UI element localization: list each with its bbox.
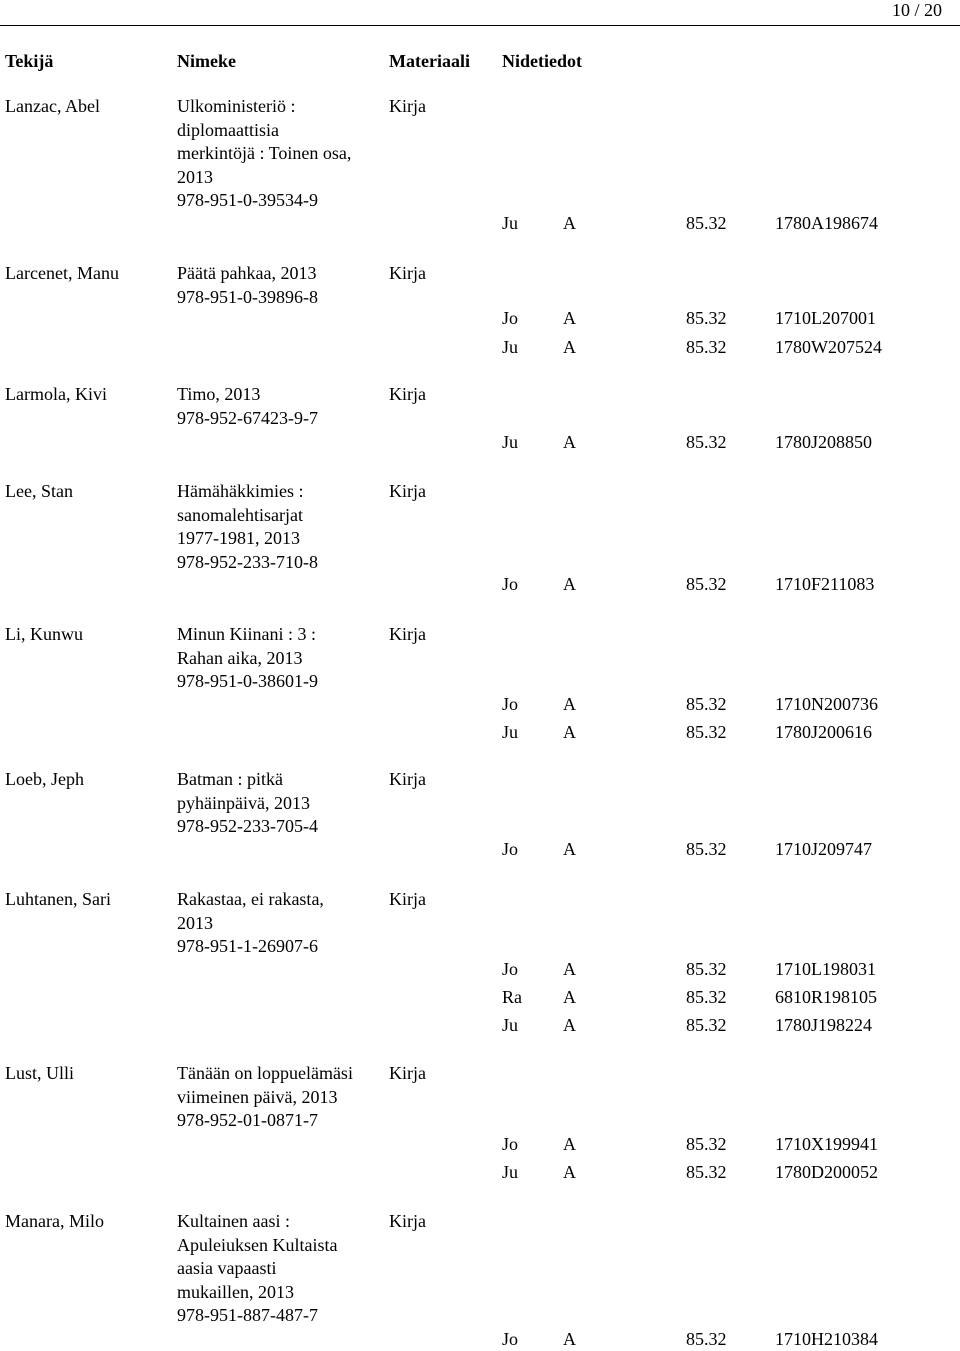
holding-collection: A (563, 959, 576, 979)
entry-title-line: pyhäinpäivä, 2013 (177, 792, 310, 813)
entry-title-line: Rahan aika, 2013 (177, 647, 303, 668)
holding-barcode: 1780J198224 (775, 1015, 873, 1035)
holding-barcode: 1780D200052 (775, 1162, 878, 1182)
holding-department: Jo (502, 1329, 519, 1349)
holding-row (0, 212, 960, 235)
entry-title-line: viimeinen päivä, 2013 (177, 1086, 338, 1107)
entry-title-line: 978-952-01-0871-7 (177, 1110, 318, 1130)
entry-material: Kirja (389, 96, 426, 116)
column-header-title: Nimeke (177, 51, 236, 71)
entry-author: Larmola, Kivi (5, 384, 107, 404)
holding-department: Ju (502, 432, 519, 452)
holding-classification: 85.32 (686, 839, 727, 859)
column-header-material: Materiaali (389, 51, 470, 71)
entry-title-block (177, 262, 382, 309)
entry-title-line: 978-952-233-710-8 (177, 551, 318, 572)
holding-department: Jo (502, 574, 519, 594)
holding-barcode: 6810R198105 (775, 987, 878, 1007)
column-header-holdings: Nidetiedot (502, 51, 582, 71)
holding-collection: A (563, 1162, 576, 1182)
entry-author: Larcenet, Manu (5, 263, 119, 283)
holding-department: Ju (502, 337, 519, 357)
entry-title-block (177, 95, 382, 213)
entry-material: Kirja (389, 263, 426, 283)
entry-material: Kirja (389, 481, 426, 501)
entry-material: Kirja (389, 769, 426, 789)
holding-department: Jo (502, 959, 519, 979)
holding-row (0, 1161, 960, 1184)
holding-row (0, 838, 960, 861)
entry-title-line: Minun Kiinani : 3 : (177, 624, 316, 644)
holding-collection: A (563, 337, 576, 357)
entry-title-block (177, 888, 382, 959)
holding-barcode: 1710L207001 (775, 308, 876, 328)
holding-classification: 85.32 (686, 1162, 727, 1182)
holding-classification: 85.32 (686, 432, 727, 452)
holding-department: Ra (502, 987, 522, 1007)
holding-department: Ju (502, 213, 519, 233)
entry-title-line: diplomaattisia (177, 119, 279, 140)
entry-title-block (177, 480, 382, 574)
holding-collection: A (563, 1015, 576, 1035)
holding-collection: A (563, 987, 576, 1007)
entry-title-line: sanomalehtisarjat (177, 504, 303, 525)
entry-author: Lust, Ulli (5, 1063, 75, 1083)
holding-collection: A (563, 1329, 576, 1349)
holding-row (0, 693, 960, 716)
entry-title-line: 1977-1981, 2013 (177, 528, 300, 548)
column-header-author: Tekijä (5, 51, 54, 71)
header-divider (0, 25, 960, 26)
page-number: 10 / 20 (891, 0, 942, 20)
entry-author: Luhtanen, Sari (5, 889, 111, 909)
holding-classification: 85.32 (686, 694, 727, 714)
entry-title-line: Kultainen aasi : (177, 1211, 290, 1231)
entry-material: Kirja (389, 384, 426, 404)
holding-department: Ju (502, 722, 519, 742)
holding-barcode: 1710L198031 (775, 959, 876, 979)
entry-title-line: 978-952-233-705-4 (177, 816, 318, 836)
entry-author: Manara, Milo (5, 1211, 104, 1231)
entry-title-block (177, 1062, 382, 1133)
holding-classification: 85.32 (686, 1134, 727, 1154)
holding-classification: 85.32 (686, 987, 727, 1007)
entry-title-line: Päätä pahkaa, 2013 (177, 263, 317, 283)
entry-title-line: merkintöjä : Toinen osa, (177, 143, 352, 163)
holding-row (0, 573, 960, 596)
entry-title-line: 978-951-887-487-7 (177, 1305, 318, 1325)
entry-title-line: 2013 (177, 166, 213, 187)
holding-classification: 85.32 (686, 1329, 727, 1349)
entry-title-line: 978-951-0-39896-8 (177, 286, 318, 307)
holding-collection: A (563, 432, 576, 452)
holding-department: Ju (502, 1162, 519, 1182)
holding-row (0, 336, 960, 359)
entry-material: Kirja (389, 1211, 426, 1231)
holding-row (0, 721, 960, 744)
holding-row (0, 307, 960, 330)
holding-barcode: 1710X199941 (775, 1134, 878, 1154)
entry-title-line: 978-951-0-39534-9 (177, 190, 318, 210)
entry-title-line: 2013 (177, 912, 213, 933)
entry-title-line: Tänään on loppuelämäsi (177, 1063, 353, 1083)
entry-material: Kirja (389, 624, 426, 644)
holding-collection: A (563, 213, 576, 233)
holding-barcode: 1710J209747 (775, 839, 873, 859)
holding-classification: 85.32 (686, 308, 727, 328)
holding-row (0, 986, 960, 1009)
holding-collection: A (563, 722, 576, 742)
holding-classification: 85.32 (686, 337, 727, 357)
holding-row (0, 1133, 960, 1156)
entry-title-line: 978-951-0-38601-9 (177, 671, 318, 691)
entry-title-block (177, 623, 382, 694)
holding-collection: A (563, 308, 576, 328)
entry-author: Lee, Stan (5, 481, 73, 501)
entry-author: Lanzac, Abel (5, 96, 100, 116)
holding-department: Jo (502, 839, 519, 859)
holding-collection: A (563, 1134, 576, 1154)
holding-collection: A (563, 694, 576, 714)
entry-title-line: 978-951-1-26907-6 (177, 936, 318, 956)
entry-title-line: mukaillen, 2013 (177, 1281, 294, 1302)
entry-title-block (177, 768, 382, 839)
holding-barcode: 1780J200616 (775, 722, 873, 742)
entry-title-line: Rakastaa, ei rakasta, (177, 889, 324, 909)
holding-row (0, 431, 960, 454)
holding-row (0, 1014, 960, 1037)
holding-barcode: 1710H210384 (775, 1329, 878, 1349)
entry-author: Li, Kunwu (5, 624, 83, 644)
holding-department: Jo (502, 1134, 519, 1154)
entry-title-line: Ulkoministeriö : (177, 96, 296, 116)
holding-classification: 85.32 (686, 1015, 727, 1035)
holding-department: Jo (502, 694, 519, 714)
holding-barcode: 1780J208850 (775, 432, 873, 452)
entry-title-line: Batman : pitkä (177, 769, 283, 789)
holding-classification: 85.32 (686, 722, 727, 742)
holding-row (0, 958, 960, 981)
holding-classification: 85.32 (686, 959, 727, 979)
entry-title-line: Timo, 2013 (177, 384, 261, 404)
holding-barcode: 1710N200736 (775, 694, 878, 714)
holding-department: Jo (502, 308, 519, 328)
holding-barcode: 1780A198674 (775, 213, 878, 233)
entry-title-block (177, 1210, 382, 1328)
entry-material: Kirja (389, 1063, 426, 1083)
holding-barcode: 1710F211083 (775, 574, 875, 594)
entry-title-line: 978-952-67423-9-7 (177, 407, 318, 428)
holding-collection: A (563, 839, 576, 859)
holding-department: Ju (502, 1015, 519, 1035)
entry-title-line: aasia vapaasti (177, 1258, 277, 1278)
holding-collection: A (563, 574, 576, 594)
holding-classification: 85.32 (686, 213, 727, 233)
entry-material: Kirja (389, 889, 426, 909)
entry-author: Loeb, Jeph (5, 769, 84, 789)
entry-title-block (177, 383, 382, 430)
holding-classification: 85.32 (686, 574, 727, 594)
holding-barcode: 1780W207524 (775, 337, 882, 357)
entry-title-line: Apuleiuksen Kultaista (177, 1234, 338, 1255)
entry-title-line: Hämähäkkimies : (177, 481, 304, 501)
